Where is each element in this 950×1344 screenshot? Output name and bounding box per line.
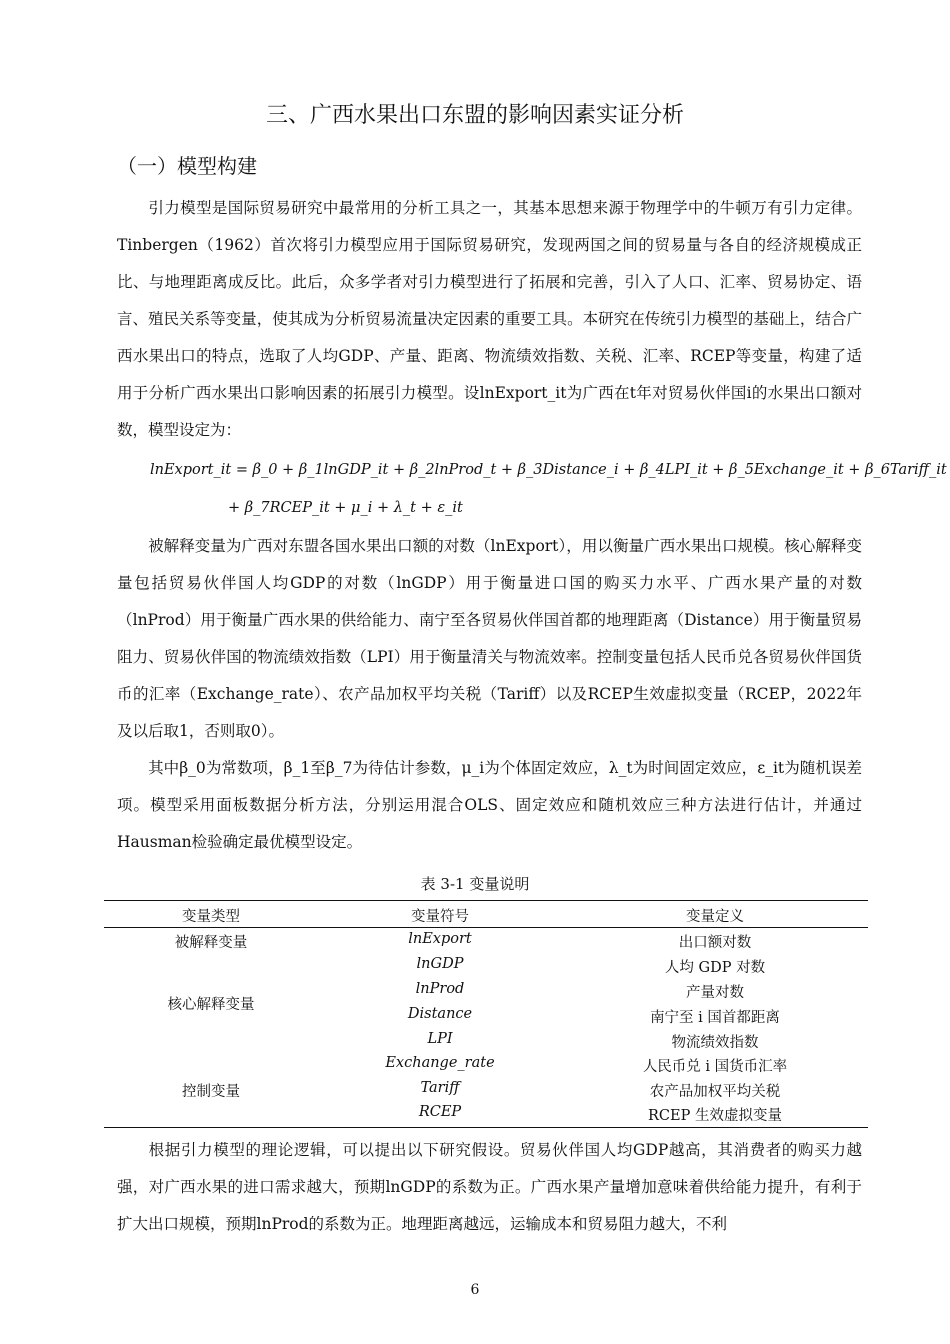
table-cell-definition: 南宁至 i 国首都距离 [650, 1010, 780, 1026]
chapter-title: 三、广西水果出口东盟的影响因素实证分析 [265, 103, 684, 128]
table-cell-symbol: lnExport [408, 931, 472, 947]
paragraph-intro: 引力模型是国际贸易研究中最常用的分析工具之一，其基本思想来源于物理学中的牛顿万有引力定律。Tinbergen（1962）首次将引力模型应用于国际贸易研究，发现两国之间的贸易量与各自的经济规模成正比、与地理距离成反比。此后，众多学者对引力模型进行了拓展和完善，引入了人口、汇率、贸易协定、语言、殖民关系等变量，使其成为分析贸易流量决定因素的重要工具。本研究在传统引力模型的基础上，结合广西水果出口的特点，选取了人均GDP、产量、距离、物流绩效指数、关税、汇率、RCEP等变量，构建了适用于分析广西水果出口影响因素的拓展引力模型。设lnExport_it为广西在t年对贸易伙伴国i的水果出口额对数，模型设定为： [117, 199, 862, 439]
equation-line-2: + β_7RCEP_it + μ_i + λ_t + ε_it [228, 500, 463, 516]
table-cell-definition: 出口额对数 [678, 935, 752, 951]
table-header-definition: 变量定义 [686, 909, 744, 925]
equation-line-1: lnExport_it = β_0 + β_1lnGDP_it + β_2lnProd_t + β_3Distance_i + β_4LPI_it + β_5Exchange_it + β_6Tariff_it [150, 462, 947, 478]
paragraph-variables: 被解释变量为广西对东盟各国水果出口额的对数（lnExport），用以衡量广西水果出口规模。核心解释变量包括贸易伙伴国人均GDP的对数（lnGDP）用于衡量进口国的购买力水平、广西水果产量的对数（lnProd）用于衡量广西水果的供给能力、南宁至各贸易伙伴国首都的地理距离（Distance）用于衡量贸易阻力、贸易伙伴国的物流绩效指数（LPI）用于衡量清关与物流效率。控制变量包括人民币兑各贸易伙伴国货币的汇率（Exchange_rate）、农产品加权平均关税（Tariff）以及RCEP生效虚拟变量（RCEP，2022年及以后取1，否则取0）。 [117, 537, 862, 740]
table-cell-definition: 人民币兑 i 国货币汇率 [642, 1059, 788, 1075]
table-cell-symbol: lnProd [415, 981, 465, 997]
table-cell-symbol: RCEP [418, 1104, 462, 1120]
page-number: 6 [470, 1282, 480, 1298]
table-cell-definition: RCEP 生效虚拟变量 [648, 1108, 782, 1124]
table-group-dependent: 被解释变量 [174, 935, 248, 951]
table-cell-definition: 农产品加权平均关税 [649, 1084, 781, 1100]
paragraph-hypotheses: 根据引力模型的理论逻辑，可以提出以下研究假设。贸易伙伴国人均GDP越高，其消费者的购买力越强，对广西水果的进口需求越大，预期lnGDP的系数为正。广西水果产量增加意味着供给能力提升，有利于扩大出口规模，预期lnProd的系数为正。地理距离越远，运输成本和贸易阻力越大，不利 [117, 1141, 862, 1233]
table-bottom-rule [104, 1127, 868, 1128]
table-group-control: 控制变量 [182, 1084, 240, 1100]
table-cell-definition: 人均 GDP 对数 [664, 960, 766, 976]
table-header-type: 变量类型 [182, 909, 240, 925]
table-cell-symbol: Distance [407, 1006, 473, 1022]
table-cell-symbol: LPI [427, 1031, 453, 1047]
table-cell-symbol: lnGDP [416, 956, 464, 972]
paragraph-parameters: 其中β_0为常数项，β_1至β_7为待估计参数，μ_i为个体固定效应，λ_t为时间固定效应，ε_it为随机误差项。模型采用面板数据分析方法，分别运用混合OLS、固定效应和随机效应三种方法进行估计，并通过Hausman检验确定最优模型设定。 [117, 759, 862, 851]
table-group-core: 核心解释变量 [167, 997, 255, 1013]
table-caption: 表 3-1 变量说明 [420, 875, 530, 893]
table-header-rule [104, 927, 868, 928]
table-header-symbol: 变量符号 [411, 909, 469, 925]
section-heading: （一）模型构建 [117, 154, 257, 178]
table-cell-definition: 物流绩效指数 [671, 1035, 759, 1051]
table-top-rule [104, 900, 868, 901]
table-cell-symbol: Tariff [420, 1080, 460, 1096]
table-cell-definition: 产量对数 [686, 985, 744, 1001]
table-cell-symbol: Exchange_rate [385, 1055, 495, 1071]
